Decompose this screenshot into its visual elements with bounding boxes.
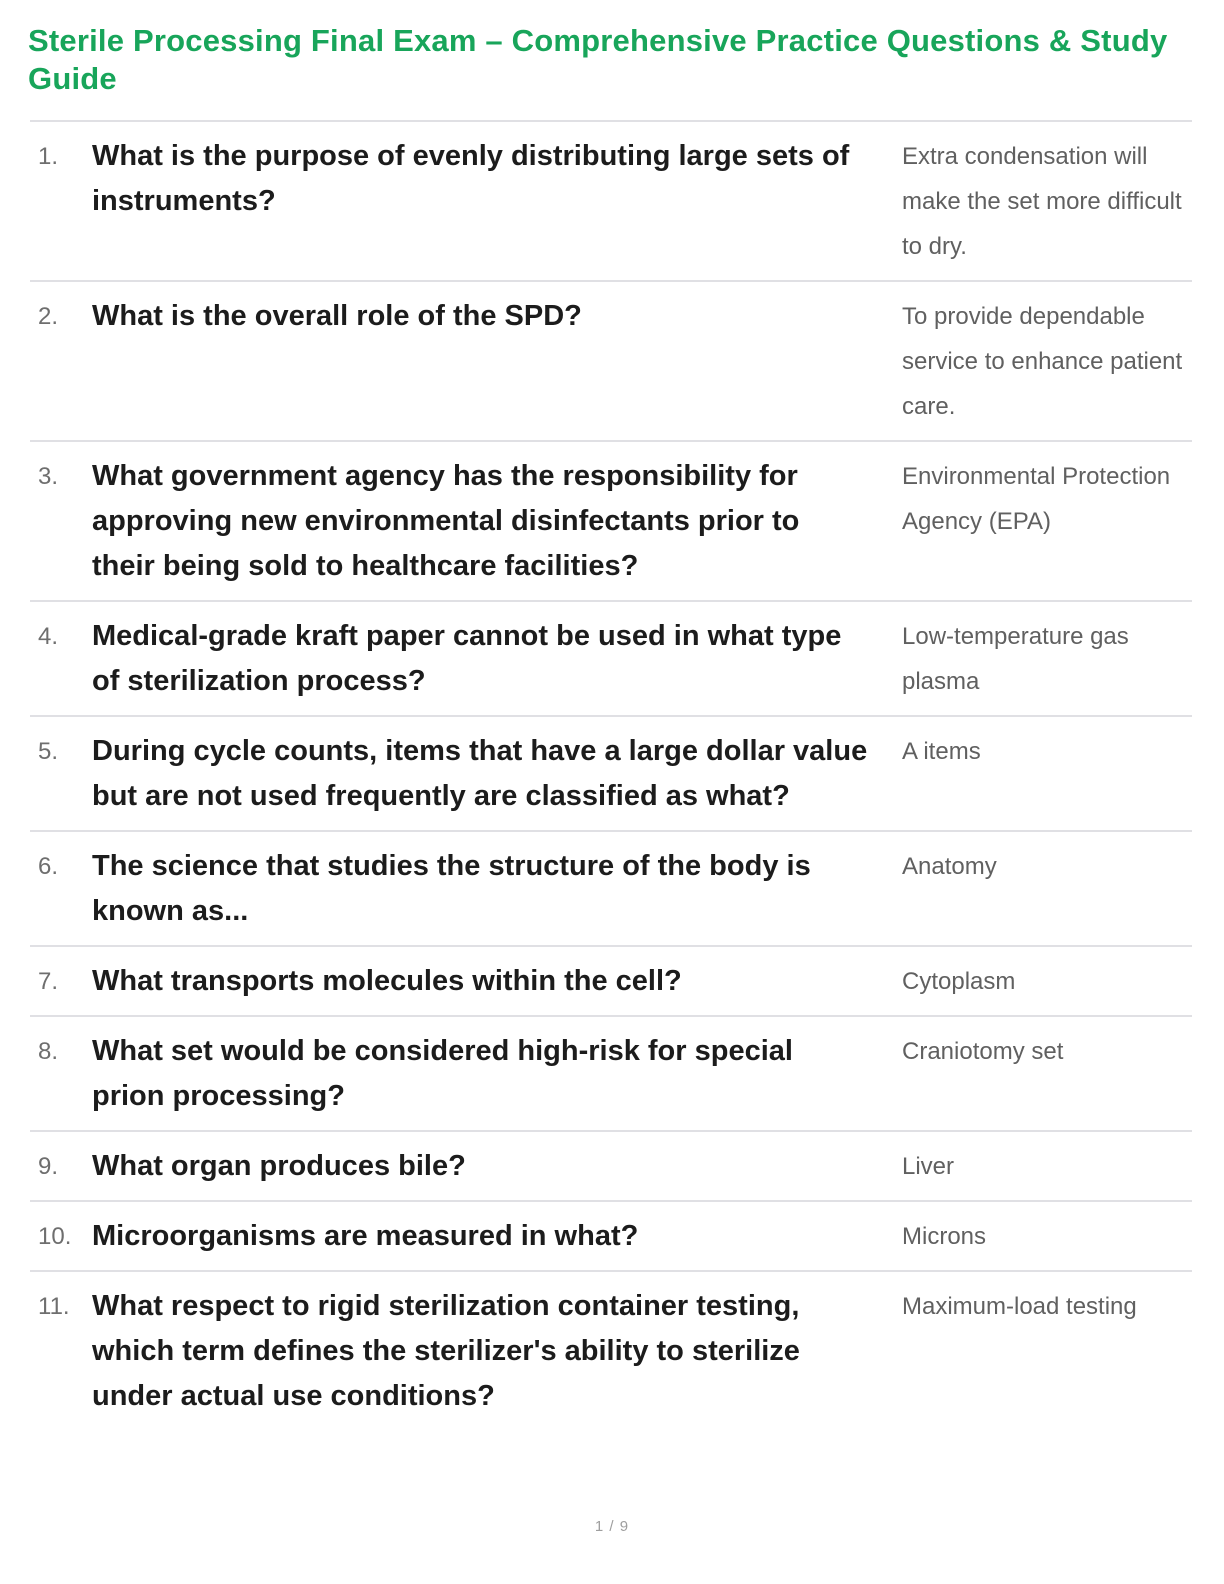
question-number: 6. — [38, 853, 59, 880]
answer-text: Environmental Protection Agency (EPA) — [902, 463, 1171, 535]
question-number: 1. — [38, 143, 59, 170]
page-number-indicator: 1 / 9 — [594, 1518, 630, 1535]
question-number: 10. — [38, 1223, 72, 1250]
answer-text: Low-temperature gas plasma — [902, 623, 1129, 695]
question-text: What respect to rigid sterilization container testing, which term defines the sterilizer's ability to sterilize under actual use conditions? — [92, 1290, 800, 1412]
question-text: What organ produces bile? — [92, 1150, 466, 1182]
question-number: 11. — [38, 1293, 70, 1320]
answer-text: A items — [902, 738, 981, 765]
question-answer-list — [30, 120, 1192, 1430]
question-text: During cycle counts, items that have a large dollar value but are not used frequently are classified as what? — [92, 735, 868, 812]
question-text: Medical-grade kraft paper cannot be used in what type of sterilization process? — [92, 620, 842, 697]
question-number: 2. — [38, 303, 59, 330]
qa-row — [30, 1200, 1192, 1270]
question-text: What set would be considered high-risk for special prion processing? — [92, 1035, 793, 1112]
answer-text: Liver — [902, 1153, 955, 1180]
qa-row — [30, 440, 1192, 600]
question-number: 5. — [38, 738, 59, 765]
answer-text: To provide dependable service to enhance patient care. — [902, 303, 1183, 420]
answer-text: Anatomy — [902, 853, 997, 880]
answer-text: Extra condensation will make the set more difficult to dry. — [902, 143, 1182, 260]
qa-row — [30, 830, 1192, 945]
question-text: What is the purpose of evenly distributing large sets of instruments? — [92, 140, 850, 217]
qa-row — [30, 1270, 1192, 1430]
qa-row — [30, 120, 1192, 280]
question-number: 7. — [38, 968, 59, 995]
qa-row — [30, 600, 1192, 715]
question-text: What is the overall role of the SPD? — [92, 300, 582, 332]
question-number: 3. — [38, 463, 59, 490]
qa-row — [30, 1015, 1192, 1130]
question-number: 9. — [38, 1153, 59, 1180]
answer-text: Maximum-load testing — [902, 1293, 1137, 1320]
qa-row — [30, 945, 1192, 1015]
answer-text: Cytoplasm — [902, 968, 1016, 995]
page-title: Sterile Processing Final Exam – Comprehensive Practice Questions & Study Guide — [28, 23, 1168, 96]
question-text: What transports molecules within the cell? — [92, 965, 682, 997]
question-number: 4. — [38, 623, 59, 650]
qa-row — [30, 1130, 1192, 1200]
answer-text: Microns — [902, 1223, 987, 1250]
question-text: Microorganisms are measured in what? — [92, 1220, 639, 1252]
question-number: 8. — [38, 1038, 59, 1065]
question-text: The science that studies the structure of the body is known as... — [92, 850, 811, 927]
qa-row — [30, 280, 1192, 440]
question-text: What government agency has the responsibility for approving new environmental disinfectants prior to their being sold to healthcare facilities? — [92, 460, 800, 582]
answer-text: Craniotomy set — [902, 1038, 1064, 1065]
qa-row — [30, 715, 1192, 830]
